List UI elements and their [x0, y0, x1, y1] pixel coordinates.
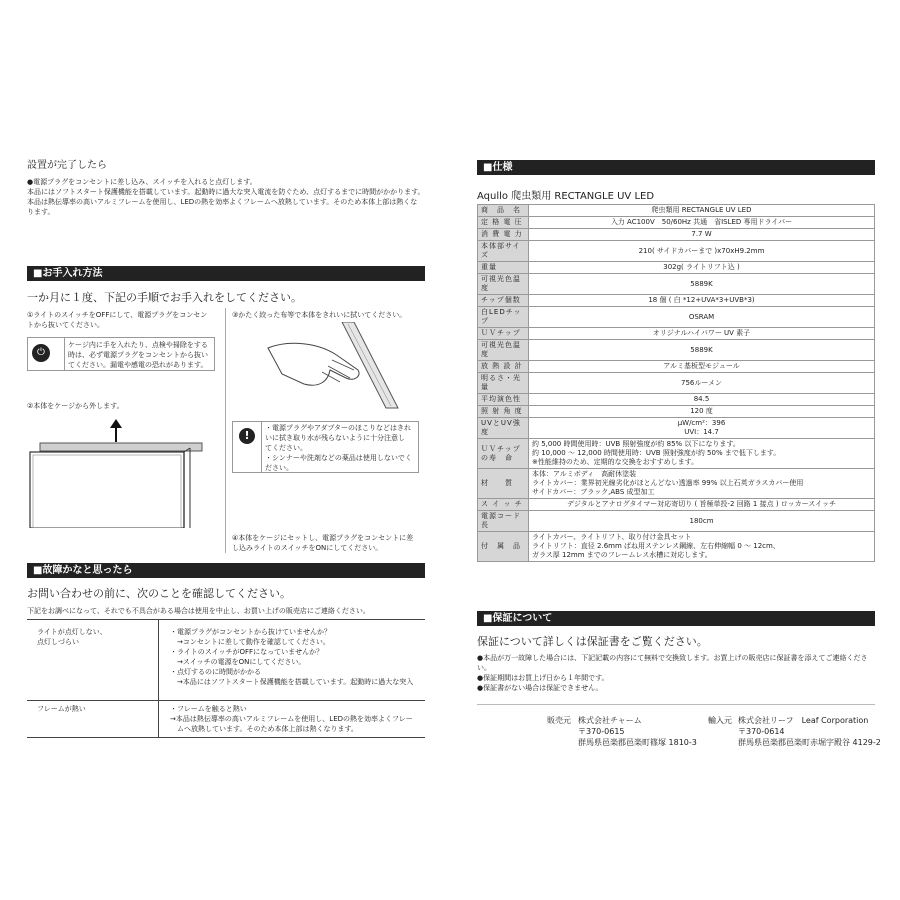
unplug-icon: ⏻ — [32, 344, 50, 362]
warning-line: ・電源プラグやアダプターのほこりなどはきれ — [265, 424, 412, 432]
spec-key: 定 格 電 圧 — [478, 217, 529, 229]
warning-line: いに拭き取り水が残らないように十分注意し — [265, 434, 405, 442]
step-line: し込みライトのスイッチをONにしてください。 — [232, 544, 383, 552]
trouble-row2-solution — [170, 704, 425, 734]
spec-value — [529, 511, 875, 532]
spec-value-line: 爬虫類用 RECTANGLE UV LED — [651, 206, 752, 214]
trouble-note: 下記をお調べになって、それでも不具合がある場合は使用を中止し、お買い上げの販売店にご連絡ください。 — [27, 607, 370, 615]
spec-value-line: サイドカバー：ブラック,ABS 成型加工 — [532, 488, 655, 496]
cage-glass — [33, 455, 181, 528]
solution-line: ・電源プラグがコンセントから抜けていませんか？ — [170, 628, 331, 636]
spec-row — [478, 394, 875, 406]
spec-row — [478, 499, 875, 511]
warning-divider — [261, 422, 262, 472]
spec-key: 消 費 電 力 — [478, 229, 529, 241]
spec-value — [529, 217, 875, 229]
spec-key: 本体部サイズ — [478, 241, 529, 262]
footer-rule — [477, 704, 875, 705]
spec-row — [478, 511, 875, 532]
spec-key: チップ個数 — [478, 295, 529, 307]
solution-line: ・点灯するのに時間がかかる — [170, 668, 261, 676]
setup-title: 設置が完了したら — [27, 160, 107, 171]
light-bar-edge — [348, 324, 391, 406]
spec-value-line: 約 10,000 ～ 12,000 時間使用時：UVB 照射強度が約 50% まで低下します。 — [532, 449, 781, 457]
spec-value-line: μW/cm²：396 — [677, 419, 726, 427]
spec-value — [529, 439, 875, 469]
spec-key: 明るさ・光量 — [478, 373, 529, 394]
spec-value — [529, 328, 875, 340]
spec-key: ス イ ッ チ — [478, 499, 529, 511]
spec-value — [529, 361, 875, 373]
cage-illustration — [26, 416, 216, 528]
spec-key: 重量 — [478, 262, 529, 274]
spec-value — [529, 241, 875, 262]
spec-value — [529, 499, 875, 511]
spec-key: 可視光色温度 — [478, 340, 529, 361]
spec-key: ＵＶチップの寿 命 — [478, 439, 529, 469]
spec-value — [529, 307, 875, 328]
spec-value — [529, 406, 875, 418]
maintenance-bar: ■お手入れ方法 — [27, 266, 425, 281]
maintenance-step4 — [232, 533, 432, 553]
warning-divider — [64, 338, 65, 370]
setup-text — [27, 177, 427, 217]
solution-line: ・フレームを触ると熱い — [170, 705, 247, 713]
spec-row — [478, 340, 875, 361]
trouble-row1-symptom — [37, 627, 107, 647]
spec-value — [529, 373, 875, 394]
spec-key: 放 熱 設 計 — [478, 361, 529, 373]
warranty-bar: ■保証について — [477, 611, 875, 626]
solution-line: ムへ放熱しています。そのため本体上部は熱くなります。 — [170, 725, 358, 733]
spec-key: ＵＶチップ — [478, 328, 529, 340]
spec-row — [478, 262, 875, 274]
symptom-line: 点灯しづらい — [37, 638, 79, 646]
spec-key: 可視光色温度 — [478, 274, 529, 295]
spec-row — [478, 274, 875, 295]
spec-value-line: 756ルーメン — [680, 378, 722, 387]
trouble-row2-symptom: フレームが熱い — [37, 705, 86, 713]
spec-key: 照 射 角 度 — [478, 406, 529, 418]
spec-value-line: 本体：アルミボディ 高耐休塗装 — [532, 470, 637, 478]
importer-label: 輸入元 — [708, 716, 732, 725]
spec-value — [529, 394, 875, 406]
spec-value — [529, 262, 875, 274]
maintenance-step2: ②本体をケージから外します。 — [27, 402, 124, 410]
table-rule-bottom — [27, 737, 425, 738]
step-line: ④本体をケージにセットし、電源プラグをコンセントに差 — [232, 534, 414, 542]
warning-text — [68, 340, 214, 370]
importer-name: 株式会社リーフ Leaf Corporation — [738, 716, 869, 725]
cage-front — [30, 452, 184, 528]
step-line: トから抜いてください。 — [27, 321, 104, 329]
seller-zip: 〒370-0615 — [578, 727, 625, 736]
spec-value-line: デジタルとアナログタイマー対応寄切り ( 旨極単投-2 回路 1 接点 ) ロッカースイッチ — [567, 500, 836, 508]
spec-value-line: アルミ基板型モジュール — [663, 362, 740, 370]
spec-value — [529, 205, 875, 217]
spec-row — [478, 439, 875, 469]
warning-line: ださい。 — [265, 464, 293, 472]
hand-shape — [268, 343, 359, 385]
spec-value-line: 入力 AC100V 50/60Hz 共通 省ISLED 専用ドライバー — [610, 218, 793, 226]
warning-box-care — [232, 421, 419, 473]
seller-label: 販売元 — [547, 716, 571, 725]
spec-value-line: 5889K — [690, 345, 713, 354]
seller-info — [578, 715, 697, 748]
importer-info — [738, 715, 881, 748]
spec-value-line: 約 5,000 時間使用時：UVB 照射強度が約 85% 以下になります。 — [532, 440, 740, 448]
trouble-bar: ■故障かなと思ったら — [27, 563, 425, 578]
solution-line: →コンセントに差して動作を確認してください。 — [170, 638, 330, 646]
spec-value — [529, 229, 875, 241]
warranty-line: ●保証期間はお買上げ日から１年間です。 — [477, 674, 609, 682]
spec-row — [478, 307, 875, 328]
spec-row — [478, 328, 875, 340]
warranty-line: ●保証書がない場合は保証できません。 — [477, 684, 603, 692]
table-col-divider — [158, 619, 159, 737]
cleaning-illustration — [258, 322, 408, 410]
spec-value — [529, 532, 875, 562]
solution-line: →本品は熱伝導率の高いアルミフレームを使用し、LEDの熱を効率よくフレー — [170, 715, 413, 723]
spec-value-line: ライトカバー、ライトリフト、取り付け金具セット — [532, 533, 692, 541]
spec-value-line: 302g( ライトリフト込 ) — [663, 263, 740, 271]
spec-key: 平均演色性 — [478, 394, 529, 406]
spec-value-line: ライトリフト：直径 2.6mm ばね用ステンレス鋼線、左右伸縮幅 0 ～ 12cm、 — [532, 542, 780, 550]
spec-key: 付 属 品 — [478, 532, 529, 562]
spec-row — [478, 229, 875, 241]
symptom-line: ライトが点灯しない、 — [37, 628, 107, 636]
importer-address: 群馬県邑楽郡邑楽町赤堀字殿谷 4129-2 — [738, 738, 881, 747]
importer-zip: 〒370-0614 — [738, 727, 785, 736]
spec-table — [477, 204, 875, 562]
maintenance-step1 — [27, 310, 227, 330]
warning-text — [265, 423, 417, 473]
warranty-heading: 保証について詳しくは保証書をご覧ください。 — [477, 635, 708, 648]
warning-box-unplug — [27, 337, 215, 371]
table-rule-mid — [27, 700, 425, 701]
spec-key: UVとUV強度 — [478, 418, 529, 439]
spec-value-line: 5889K — [690, 279, 713, 288]
table-rule-top — [27, 619, 425, 620]
setup-line: ります。 — [27, 208, 55, 216]
spec-key: 電源コード長 — [478, 511, 529, 532]
maintenance-heading: 一か月に１度、下記の手順でお手入れをしてください。 — [27, 291, 302, 304]
spec-value — [529, 295, 875, 307]
spec-row — [478, 532, 875, 562]
spec-value — [529, 469, 875, 499]
spec-value — [529, 274, 875, 295]
setup-line: 本品は熱伝導率の高いアルミフレームを使用し、LEDの熱を効率よくフレームへ放熱しています。そのため本体上部は熱くな — [27, 198, 418, 206]
spec-value — [529, 418, 875, 439]
spec-value-line: 180cm — [689, 516, 714, 525]
spec-value-line: 18 個 ( 白 *12+UVA*3+UVB*3) — [648, 296, 755, 304]
warning-line: てください。漏電や感電の恐れがあります。 — [68, 361, 208, 369]
spec-value-line: 7.7 W — [691, 230, 712, 238]
spec-value-line: 120 度 — [690, 407, 713, 415]
exclamation-icon: ! — [239, 428, 255, 444]
spec-row — [478, 418, 875, 439]
seller-address: 群馬県邑楽郡邑楽町篠塚 1810-3 — [578, 738, 697, 747]
spec-row — [478, 469, 875, 499]
solution-line: →本品にはソフトスタート保護機能を搭載しています。起動時に過大な突入 — [170, 678, 414, 686]
step-line: ①ライトのスイッチをOFFにして、電源プラグをコンセン — [27, 311, 208, 319]
spec-key: 商 品 名 — [478, 205, 529, 217]
trouble-heading: お問い合わせの前に、次のことを確認してください。 — [27, 587, 291, 600]
spec-row — [478, 205, 875, 217]
spec-value-line: ※性能維持のため、定期的な交換をおすすめします。 — [532, 458, 699, 466]
solution-line: →スイッチの電源をONにしてください。 — [170, 658, 306, 666]
seller-name: 株式会社チャーム — [578, 716, 642, 725]
setup-line: 本品にはソフトスタート保護機能を搭載しています。起動時に過大な突入電流を防ぐため、点灯するまでに時間がかかります。 — [27, 188, 425, 196]
spec-value — [529, 340, 875, 361]
arrow-head-icon — [110, 419, 122, 428]
product-name: Aqullo 爬虫類用 RECTANGLE UV LED — [477, 191, 655, 202]
warning-line: 時は、必ず電源プラグをコンセントから抜い — [68, 351, 208, 359]
spec-value-line: オリジナルハイパワー UV 素子 — [652, 329, 751, 337]
spec-row — [478, 217, 875, 229]
maintenance-step3: ③かたく絞った布等で本体をきれいに拭いてください。 — [232, 311, 407, 319]
spec-row — [478, 361, 875, 373]
spec-row — [478, 295, 875, 307]
warranty-line: ●本品が万一故障した場合には、下記記載の内容にて無料で交換致します。お買上げの販売店に保証書を添えてご連絡ください。 — [477, 654, 868, 672]
spec-bar: ■仕様 — [477, 160, 875, 175]
light-unit — [40, 443, 202, 451]
spec-value-line: ガラス厚 12mm までのフレームレス水槽に対応します。 — [532, 551, 712, 559]
spec-value-line: 84.5 — [693, 395, 710, 403]
spec-value-line: ライトカバー：業界初光線劣化がほとんどない透過率 99% 以上石英ガラスカバー使用 — [532, 479, 804, 487]
spec-value-line: 210( サイドカバーまで )x70xH9.2mm — [638, 246, 765, 255]
setup-line: ●電源プラグをコンセントに差し込み、スイッチを入れると点灯します。 — [27, 178, 257, 186]
warranty-text — [477, 653, 877, 693]
spec-value-line: OSRAM — [688, 312, 715, 321]
warning-line: ・シンナーや洗剤などの薬品は使用しないでく — [265, 454, 412, 462]
spec-row — [478, 241, 875, 262]
warning-line: てください。 — [265, 444, 307, 452]
spec-row — [478, 373, 875, 394]
solution-line: ・ライトのスイッチがOFFになっていませんか？ — [170, 648, 324, 656]
spec-key: 材 質 — [478, 469, 529, 499]
spec-row — [478, 406, 875, 418]
spec-key: 白LEDチップ — [478, 307, 529, 328]
column-divider — [225, 308, 226, 553]
spec-value-line: UVI：14.7 — [684, 428, 719, 436]
warning-line: ケージ内に手を入れたり、点検や掃除をする — [68, 341, 208, 349]
trouble-row1-solution — [170, 627, 425, 687]
